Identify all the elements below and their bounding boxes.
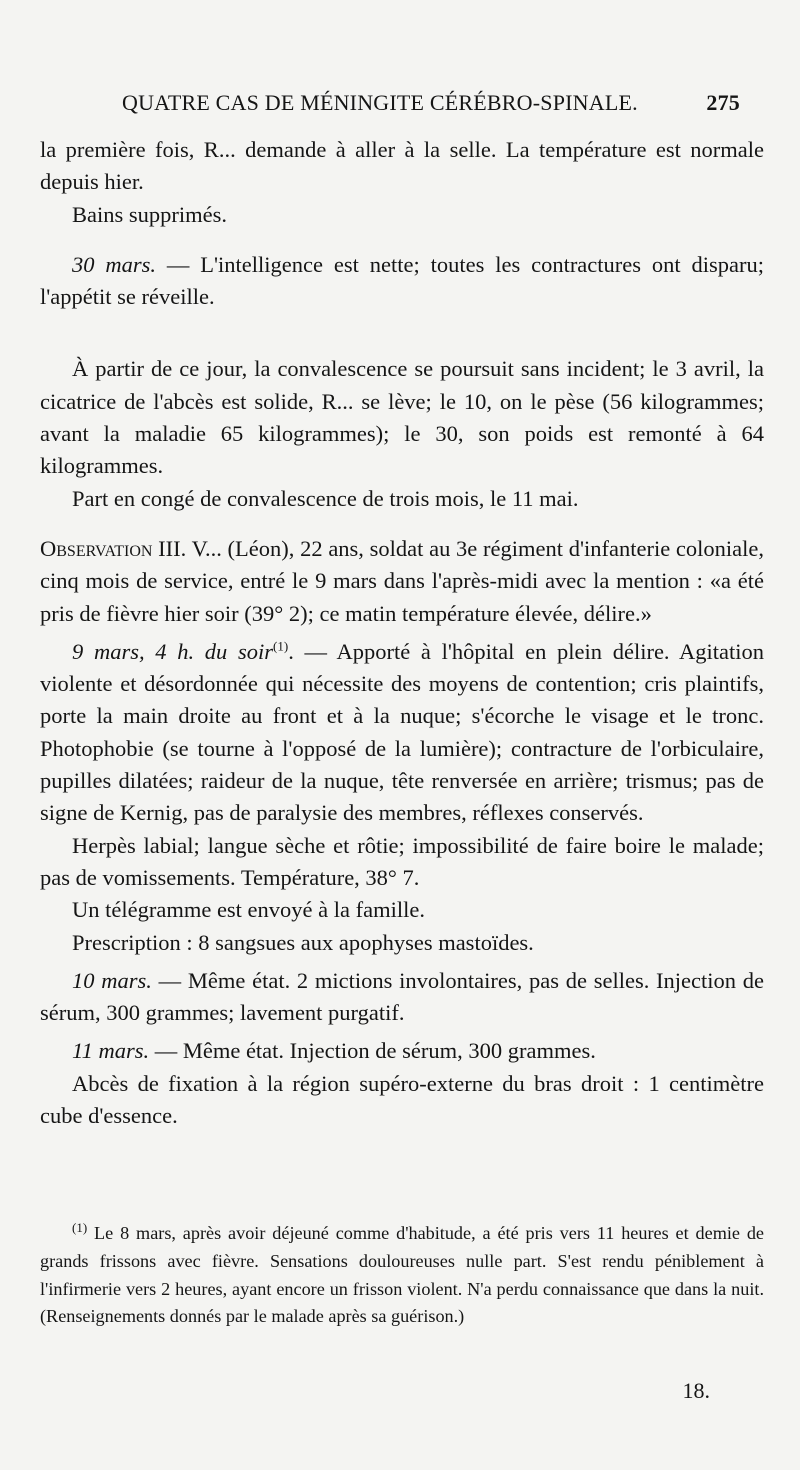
paragraph-10-mars-text: — Même état. 2 mictions involontaires, pas de selles. Injection de sérum, 300 grammes; lavement purgatif. bbox=[40, 967, 765, 1026]
paragraph-9-mars bbox=[40, 636, 764, 830]
paragraph-1: la première fois, R... demande à aller à la selle. La température est normale depuis hier. bbox=[40, 137, 764, 195]
paragraph-prescription: Prescription : 8 sangsues aux apophyses mastoïdes. bbox=[72, 929, 534, 955]
page-number: 275 bbox=[706, 90, 740, 115]
footnote bbox=[40, 1220, 764, 1331]
paragraph-11-mars-text: — Même état. Injection de sérum, 300 grammes. bbox=[149, 1038, 596, 1064]
footnote-text: Le 8 mars, après avoir déjeuné comme d'habitude, a été pris vers 11 heures et demie de grands frissons avec fièvre. Sensations douloureuses nulle part. S'est rendu péniblement à l'infirmerie vers 2 heures, ayant encore un frisson violent. N'a perdu connaissance que dans la nuit. (Renseignements donnés par le malade après sa guérison.) bbox=[40, 1223, 764, 1327]
date-10-mars: 10 mars. bbox=[72, 967, 152, 993]
footnote-ref: (1) bbox=[273, 638, 289, 654]
footnote-marker: (1) bbox=[72, 1219, 88, 1235]
paragraph-3 bbox=[40, 249, 764, 314]
date-9-mars: 9 mars, 4 h. du soir bbox=[72, 638, 274, 664]
paragraph-11-mars bbox=[40, 1035, 764, 1067]
footnote-paragraph bbox=[40, 1220, 764, 1331]
date-30-mars: 30 mars. bbox=[72, 251, 157, 277]
paragraph-9-mars-text: . — Apporté à l'hôpital en plein délire. Agitation violente et désordonnée qui nécessite des moyens de contention; cris plaintifs, porte la main droite au front et à la nuque; s'écorche le visage et le tronc. Photophobie (se tourne à l'opposé de la lumière); contracture de l'orbiculaire, pupilles dilatées; raideur de la nuque, tête renversée en arrière; trismus; pas de signe de Kernig, pas de paralysie des membres, réflexes conservés. bbox=[40, 638, 765, 826]
body-text bbox=[40, 134, 764, 1132]
paragraph-4: À partir de ce jour, la convalescence se poursuit sans incident; le 3 avril, la cicatrice de l'abcès est solide, R... se lève; le 10, on le pèse (56 kilogrammes; avant la maladie 65 kilogrammes); le 30, son poids est remonté à 64 kilogrammes. bbox=[40, 356, 764, 479]
signature-mark: 18. bbox=[682, 1378, 710, 1403]
observation-intro-text: V... (Léon), 22 ans, soldat au 3e régiment d'infanterie coloniale, cinq mois de service, entré le 9 mars dans l'après-midi avec la mention : «a été pris de fièvre hier soir (39° 2); ce matin température élevée, délire.» bbox=[40, 535, 764, 626]
paragraph-abces: Abcès de fixation à la région supéro-externe du bras droit : 1 centimètre cube d'essence. bbox=[40, 1070, 764, 1129]
paragraph-herpes: Herpès labial; langue sèche et rôtie; impossibilité de faire boire le malade; pas de vomissements. Température, 38° 7. bbox=[40, 832, 764, 890]
running-head-title: QUATRE CAS DE MÉNINGITE CÉRÉBRO-SPINALE. bbox=[122, 90, 638, 115]
paragraph-3-text: — L'intelligence est nette; toutes les contractures ont disparu; l'appétit se réveille. bbox=[40, 251, 765, 310]
observation-label: Observation III. bbox=[40, 535, 187, 561]
paragraph-10-mars bbox=[40, 965, 764, 1030]
paragraph-2: Bains supprimés. bbox=[72, 201, 227, 227]
observation-iii-intro bbox=[40, 533, 764, 630]
date-11-mars: 11 mars. bbox=[72, 1038, 150, 1064]
paragraph-telegramme: Un télégramme est envoyé à la famille. bbox=[72, 897, 425, 923]
paragraph-5: Part en congé de convalescence de trois mois, le 11 mai. bbox=[72, 485, 579, 511]
